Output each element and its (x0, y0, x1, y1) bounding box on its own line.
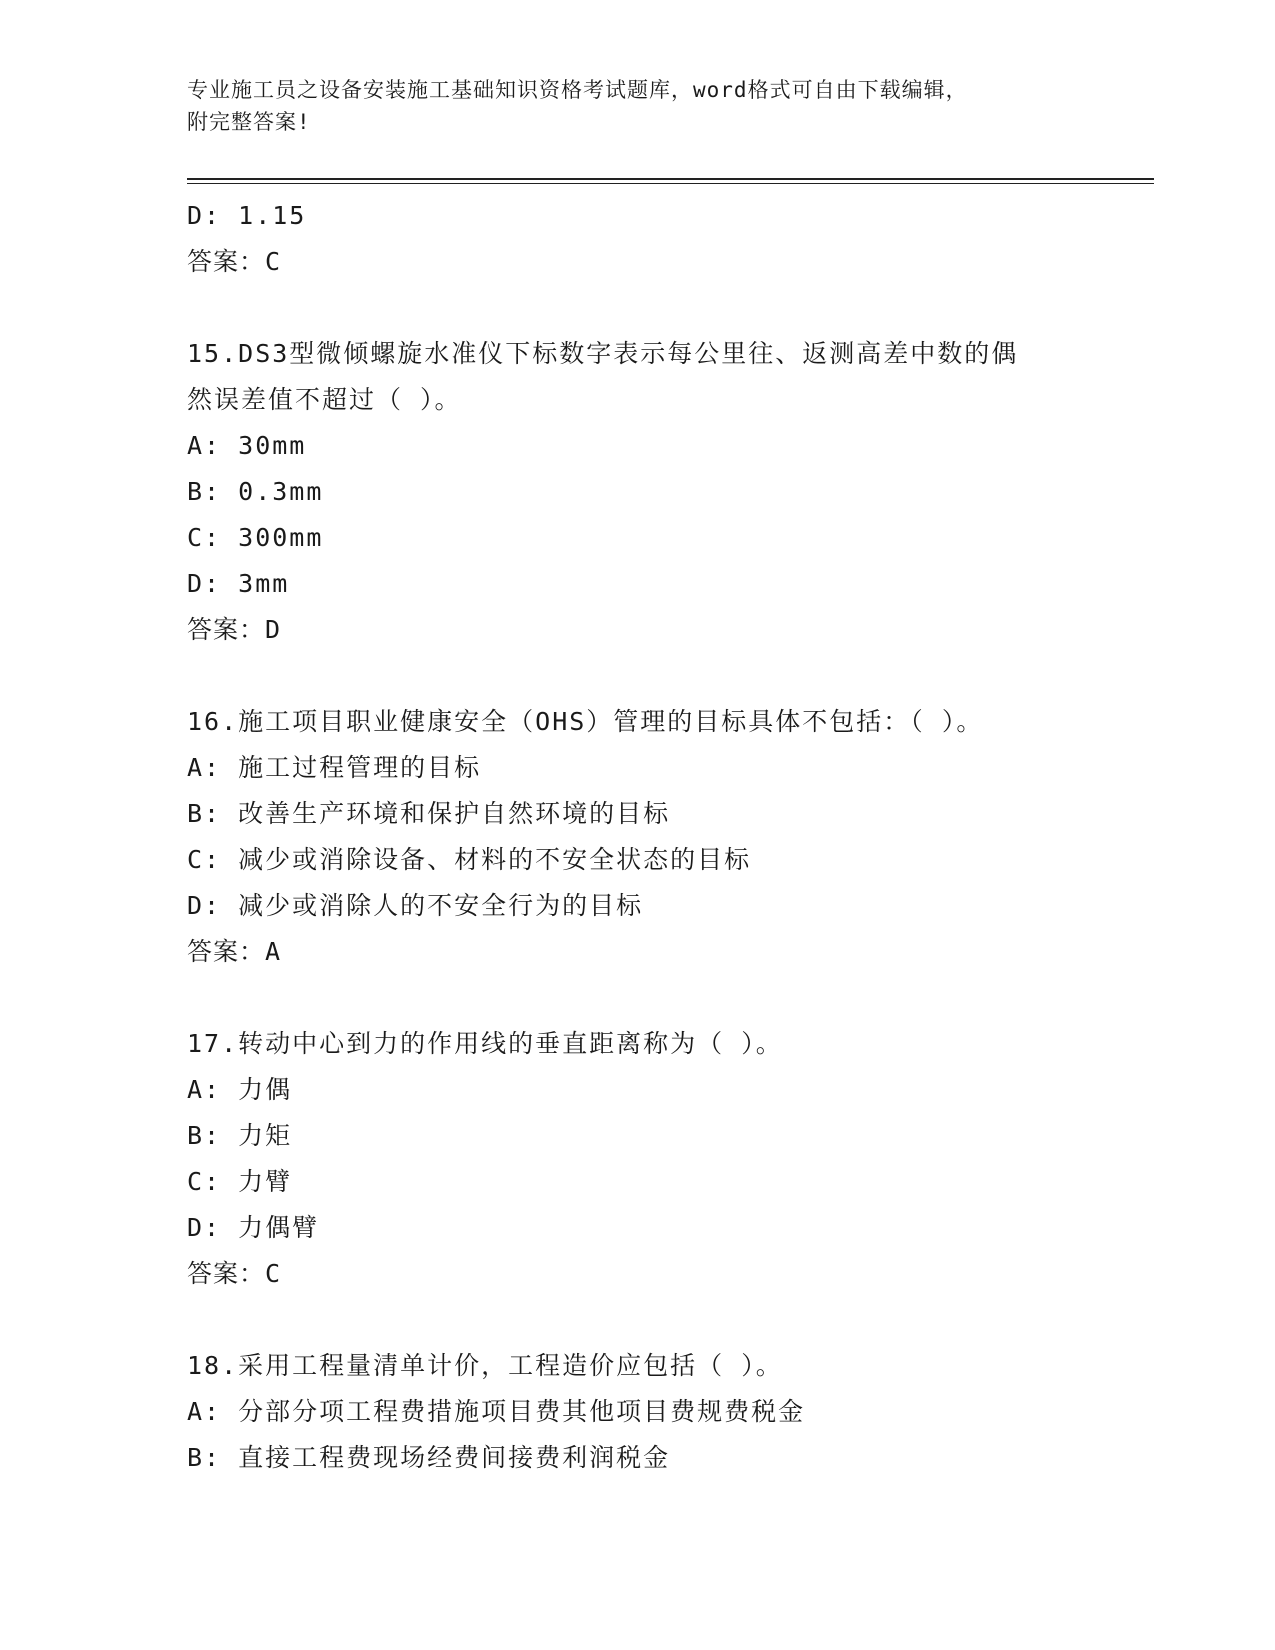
option-d: D: 3mm (187, 569, 290, 598)
question-stem: 18.采用工程量清单计价，工程造价应包括（ ）。 (187, 1351, 783, 1380)
option-b: B: 改善生产环境和保护自然环境的目标 (187, 799, 671, 828)
spacer (187, 975, 1154, 1021)
option-b: B: 0.3mm (187, 477, 324, 506)
option-a: A: 30mm (187, 431, 307, 460)
question-list (187, 193, 1154, 1481)
header-rule-thin (187, 183, 1154, 184)
option-a: A: 力偶 (187, 1075, 293, 1104)
prev-option-d: D: 1.15 (187, 201, 307, 230)
option-a: A: 分部分项工程费措施项目费其他项目费规费税金 (187, 1397, 806, 1426)
question-stem: 15.DS3型微倾螺旋水准仪下标数字表示每公里往、返测高差中数的偶 (187, 339, 1019, 368)
option-c: C: 300mm (187, 523, 324, 552)
document-header (187, 74, 1087, 138)
answer: 答案：D (187, 615, 282, 644)
option-d: D: 减少或消除人的不安全行为的目标 (187, 891, 644, 920)
header-line-2: 附完整答案! (187, 110, 311, 134)
option-c: C: 减少或消除设备、材料的不安全状态的目标 (187, 845, 752, 874)
option-c: C: 力臂 (187, 1167, 293, 1196)
question-16 (187, 699, 1154, 975)
question-15 (187, 331, 1154, 653)
option-a: A: 施工过程管理的目标 (187, 753, 482, 782)
header-line-1: 专业施工员之设备安装施工基础知识资格考试题库，word格式可自由下载编辑， (187, 78, 968, 102)
header-rule-thick (187, 178, 1154, 180)
answer: 答案：A (187, 937, 282, 966)
option-d: D: 力偶臂 (187, 1213, 320, 1242)
option-b: B: 直接工程费现场经费间接费利润税金 (187, 1443, 671, 1472)
option-b: B: 力矩 (187, 1121, 293, 1150)
question-stem: 17.转动中心到力的作用线的垂直距离称为（ ）。 (187, 1029, 783, 1058)
question-stem-cont: 然误差值不超过（ ）。 (187, 385, 462, 414)
spacer (187, 1297, 1154, 1343)
spacer (187, 653, 1154, 699)
question-18 (187, 1343, 1154, 1481)
answer: 答案：C (187, 1259, 282, 1288)
question-17 (187, 1021, 1154, 1297)
spacer (187, 285, 1154, 331)
prev-answer: 答案：C (187, 247, 282, 276)
question-stem: 16.施工项目职业健康安全（OHS）管理的目标具体不包括：（ ）。 (187, 707, 984, 736)
